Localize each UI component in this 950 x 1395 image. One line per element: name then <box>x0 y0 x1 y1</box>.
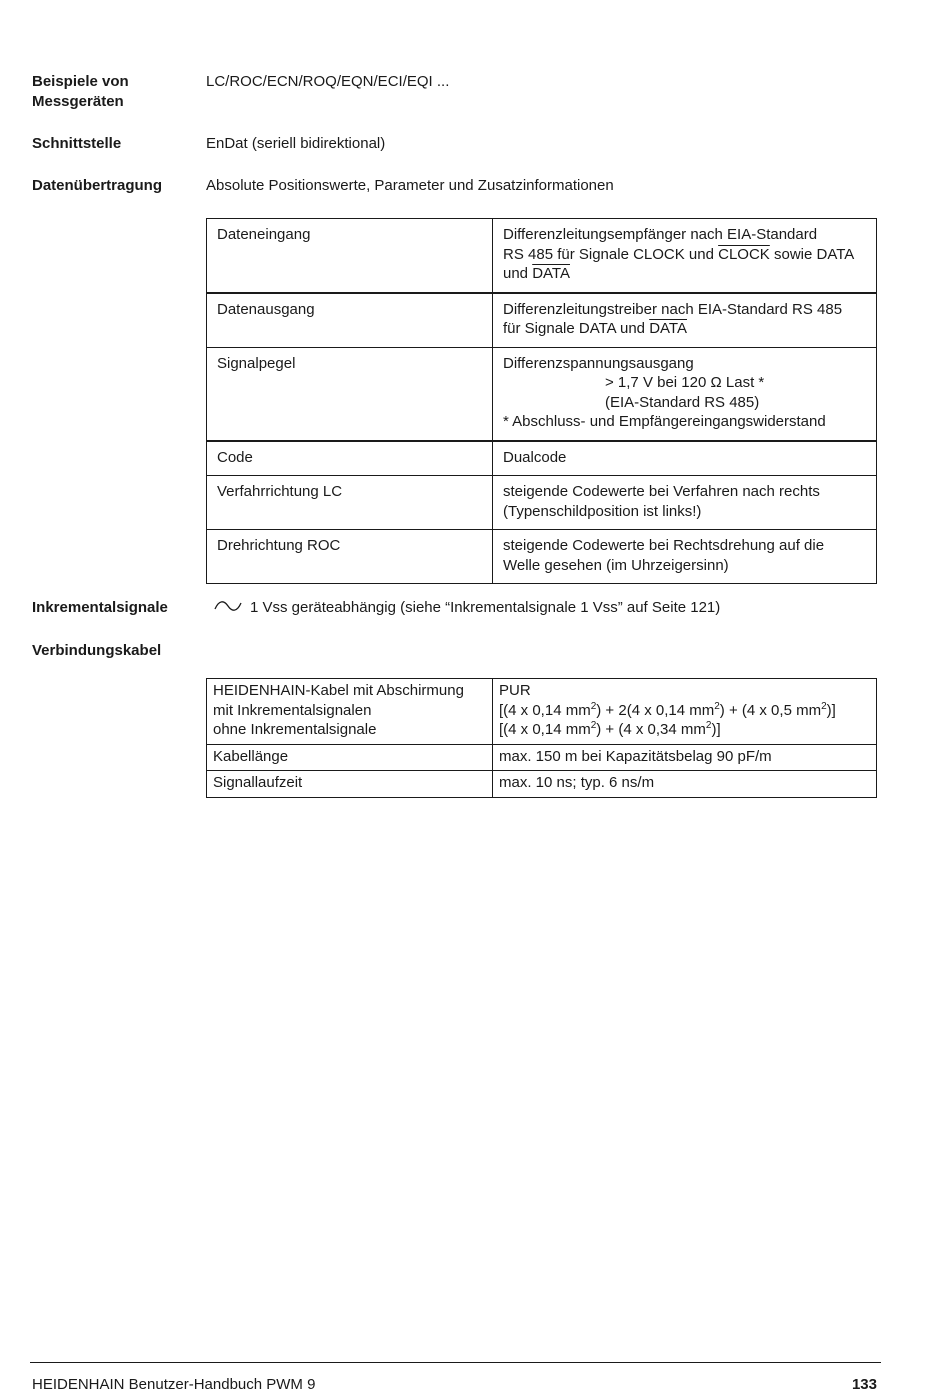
sine-wave-icon <box>214 598 242 618</box>
table-row <box>207 476 877 530</box>
row-label: Code <box>207 441 493 476</box>
row-value: Differenzspannungsausgang > 1,7 V bei 120 Ω Last * (EIA-Standard RS 485) * Abschluss- und Empfängereingangswiderstand <box>493 347 877 441</box>
row-value: steigende Codewerte bei Verfahren nach rechts (Typenschildposition ist links!) <box>493 476 877 530</box>
value-datenuebertragung: Absolute Positionswerte, Parameter und Zusatzinformationen <box>206 177 614 194</box>
label-beispiele: Beispiele von Messgeräten <box>32 73 129 110</box>
table-row <box>207 771 877 798</box>
row-label: Dateneingang <box>207 219 493 293</box>
row-label: Datenausgang <box>207 293 493 348</box>
table-row <box>207 441 877 476</box>
row-label: Signalpegel <box>207 347 493 441</box>
row-label: HEIDENHAIN-Kabel mit Abschirmung mit Inkrementalsignalen ohne Inkrementalsignale <box>207 679 493 745</box>
table-row <box>207 347 877 441</box>
footer-divider <box>30 1362 881 1363</box>
row-value: Differenzleitungsempfänger nach EIA-Standard RS 485 für Signale CLOCK und CLOCK sowie DATA und DATA <box>493 219 877 293</box>
value-schnittstelle: EnDat (seriell bidirektional) <box>206 135 386 152</box>
row-value: PUR [(4 x 0,14 $mm^2) + 2(4$ x 0,14 $mm^2) + (4$ x 0,5 $mm^2$)] [(4 x 0,14 $mm^2) + (4$ x 0,34 $mm^2$)] <box>493 679 877 745</box>
row-value: max. 10 ns; typ. 6 ns/m <box>493 771 877 798</box>
label-datenuebertragung: Datenübertragung <box>32 177 163 194</box>
table-row <box>207 530 877 584</box>
label-schnittstelle: Schnittstelle <box>32 135 122 152</box>
table-row <box>207 679 877 745</box>
row-label: Verfahrrichtung LC <box>207 476 493 530</box>
page-number: 133 <box>851 1376 877 1393</box>
row-value: Dualcode <box>493 441 877 476</box>
footer-title: HEIDENHAIN Benutzer-Handbuch PWM 9 <box>32 1376 316 1393</box>
value-beispiele: LC/ROC/ECN/ROQ/EQN/ECI/EQI ... <box>206 73 450 90</box>
table-row <box>207 293 877 348</box>
table-row <box>207 219 877 293</box>
cable-table <box>206 678 877 798</box>
value-inkremental: 1 Vss geräteabhängig (siehe “Inkrementalsignale 1 Vss” auf Seite 121) <box>214 598 720 618</box>
row-value: steigende Codewerte bei Rechtsdrehung auf die Welle gesehen (im Uhrzeigersinn) <box>493 530 877 584</box>
row-value: max. 150 m bei Kapazitätsbelag 90 pF/m <box>493 744 877 771</box>
data-transfer-table <box>206 218 877 584</box>
row-value: Differenzleitungstreiber nach EIA-Standard RS 485 für Signale DATA und DATA <box>493 293 877 348</box>
label-inkremental: Inkrementalsignale <box>32 599 168 616</box>
row-label: Drehrichtung ROC <box>207 530 493 584</box>
label-verbindungskabel: Verbindungskabel <box>32 642 162 659</box>
row-label: Kabellänge <box>207 744 493 771</box>
table-row <box>207 744 877 771</box>
row-label: Signallaufzeit <box>207 771 493 798</box>
